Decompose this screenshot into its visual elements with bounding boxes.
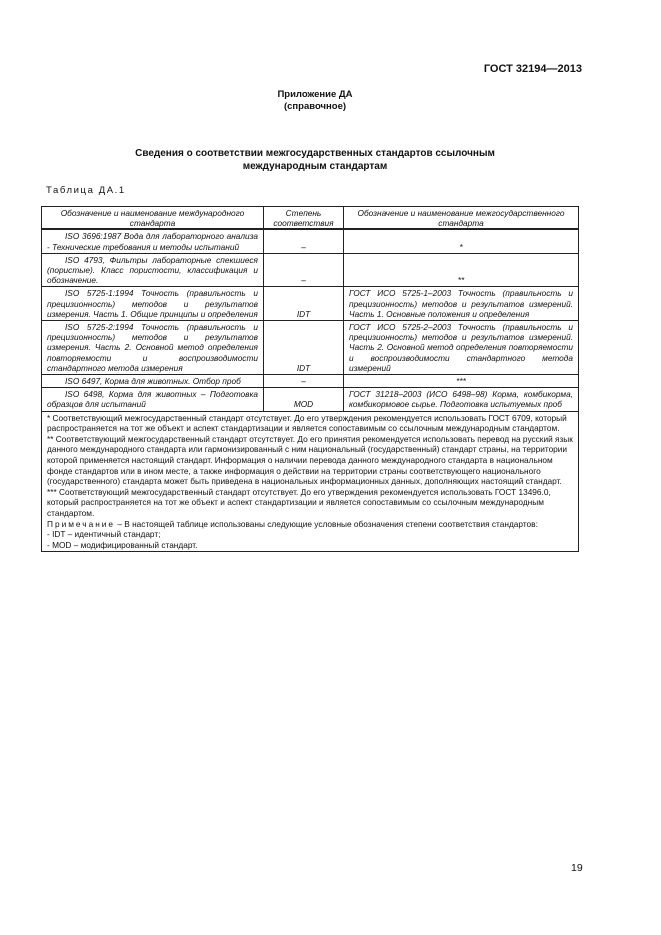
- cell-gost: ГОСТ 31218–2003 (ИСО 6498–98) Корма, комбикорма, комбикормовое сырье. Подготовка испытуемых проб: [344, 388, 579, 411]
- table-caption-number: ДА.1: [98, 185, 126, 196]
- remark: [47, 519, 573, 530]
- cell-intl: ISO 5725-1:1994 Точность (правильность и прецизионность) методов и результатов измерения. Часть 1. Общие принципы и определения: [42, 287, 264, 321]
- table-row: [42, 229, 579, 253]
- cell-intl: ISO 6498, Корма для животных – Подготовка образцов для испытаний: [42, 388, 264, 411]
- legend-idt: - IDT – идентичный стандарт;: [47, 529, 161, 540]
- table-notes: [42, 411, 579, 552]
- table-caption-word: Таблица: [46, 185, 95, 196]
- table-row: [42, 388, 579, 411]
- cell-intl: ISO 6497, Корма для животных. Отбор проб: [42, 375, 264, 388]
- cell-gost: *: [344, 229, 579, 253]
- cell-gost: ГОСТ ИСО 5725-2–2003 Точность (правильность и прецизионность) методов и результатов измерений. Часть 2. Основной метод определения повторяемости и воспроизводимости стандартного метода измерений: [344, 321, 579, 375]
- table-row: [42, 287, 579, 321]
- header-gost-standard: Обозначение и наименование межгосударственного стандарта: [344, 207, 579, 230]
- table-row: [42, 321, 579, 375]
- footnote-2: ** Соответствующий межгосударственный стандарт отсутствует. До его принятия рекомендуется использовать перевод на русский язык данного международного стандарта или гармонизированный с ним национальный (государственный) стандарт страны, на территории которой применяется настоящий стандарт. Информация о наличии перевода данного международного стандарта в национальном фонде стандартов или в ином месте, а также информация о действии на территории страны соответствующего национального (государственного) стандарта может быть приведена в национальных информационных данных, дополняющих настоящий стандарт.: [47, 433, 573, 487]
- annex-heading: [0, 89, 630, 113]
- remark-text: – В настоящей таблице использованы следующие условные обозначения степени соответствия стандартов:: [115, 518, 538, 529]
- section-title-line1: Сведения о соответствии межгосударственных стандартов ссылочным: [135, 148, 495, 159]
- cell-degree: MOD: [264, 388, 344, 411]
- cell-gost: ГОСТ ИСО 5725-1–2003 Точность (правильность и прецизионность) методов и результатов измерений. Часть 1. Основные положения и определения: [344, 287, 579, 321]
- section-title-line2: международным стандартам: [242, 160, 388, 172]
- table-row: [42, 253, 579, 287]
- table-header-row: [42, 207, 579, 230]
- cell-intl: ISO 5725-2:1994 Точность (правильность и прецизионность) методов и результатов измерения. Часть 2. Основной метод определения повторяемости и воспроизводимости стандартного метода измерения: [42, 321, 264, 375]
- legend-mod: - MOD – модифицированный стандарт.: [47, 539, 198, 550]
- cell-intl: ISO 4793, Фильтры лабораторные спекшиеся (пористые). Класс пористости, классификация и обозначение.: [42, 253, 264, 287]
- page-number: 19: [571, 862, 583, 874]
- table-row: [42, 375, 579, 388]
- annex-subtitle: (справочное): [283, 101, 347, 112]
- section-title: [0, 148, 630, 173]
- footnote-3: *** Соответствующий межгосударственный стандарт отсутствует. До его утверждения рекомендуется использовать ГОСТ 13496.0, который распространяется на тот же объект и аспект стандартизации и является сопоставимым со ссылочным международным стандартом.: [47, 486, 551, 518]
- table-caption: [46, 185, 126, 196]
- table-notes-row: [42, 411, 579, 552]
- cell-degree: –: [264, 229, 344, 253]
- annex-title: Приложение ДА: [277, 89, 353, 100]
- cell-degree: –: [264, 253, 344, 287]
- remark-word: Примечание: [47, 518, 116, 529]
- correspondence-table: [41, 206, 579, 552]
- footnote-1: * Соответствующий межгосударственный стандарт отсутствует. До его утверждения рекомендуется использовать ГОСТ 6709, который распространяется на тот же объект и аспект стандартизации и является сопоставимым со ссылочным международным стандартом.: [47, 412, 567, 434]
- cell-degree: –: [264, 375, 344, 388]
- cell-degree: IDT: [264, 287, 344, 321]
- header-intl-standard: Обозначение и наименование международного стандарта: [42, 207, 264, 230]
- cell-gost: **: [344, 253, 579, 287]
- cell-degree: IDT: [264, 321, 344, 375]
- cell-gost: ***: [344, 375, 579, 388]
- standard-number: ГОСТ 32194—2013: [483, 63, 582, 75]
- header-degree: Степень соответствия: [264, 207, 344, 230]
- cell-intl: ISO 3696:1987 Вода для лабораторного анализа - Технические требования и методы испытаний: [42, 229, 264, 253]
